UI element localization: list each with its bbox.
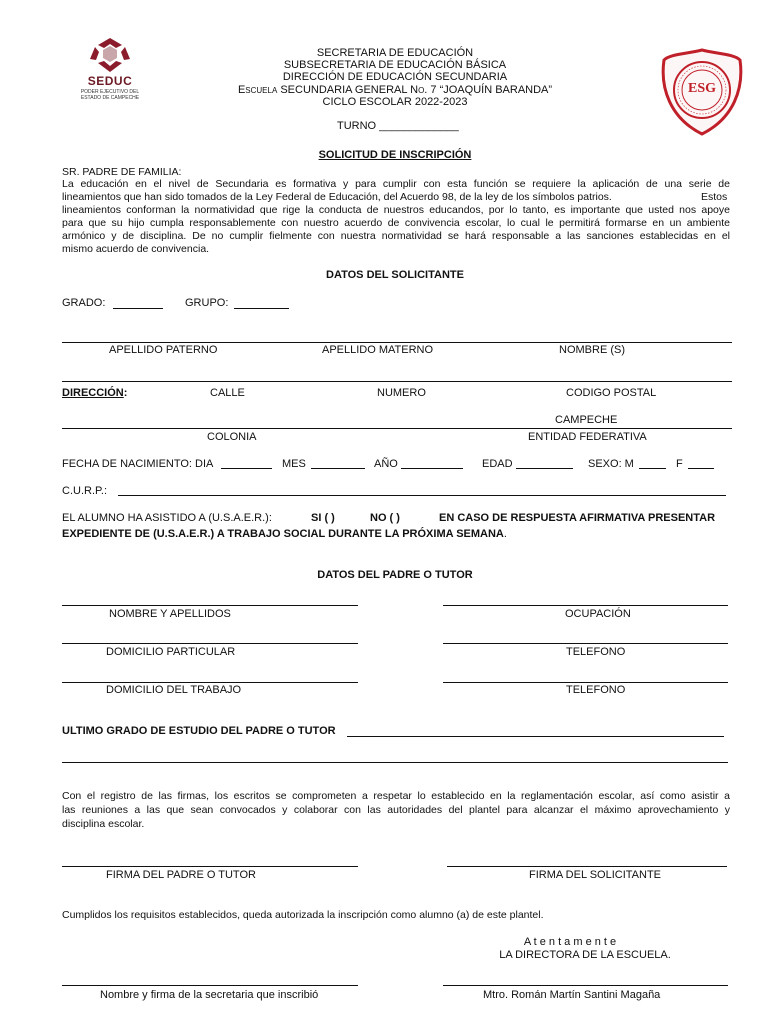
header-line-5: CICLO ESCOLAR 2022-2023 xyxy=(322,96,468,108)
intro-line-4: para que su hijo cumpla responsablemente con nuestro acuerdo de convivencia escolar, lo cual le permitirá formarse en un ambiente xyxy=(62,217,730,229)
apellido-materno-label: APELLIDO MATERNO xyxy=(322,344,434,356)
intro-line-6: mismo acuerdo de convivencia. xyxy=(62,243,210,255)
direccion-colon: : xyxy=(123,387,128,399)
direccion-word: DIRECCIÓN xyxy=(62,387,124,399)
dia-field[interactable] xyxy=(221,468,272,469)
grupo-field[interactable] xyxy=(234,308,289,309)
numero-label: NUMERO xyxy=(377,387,426,399)
firma-padre-label: FIRMA DEL PADRE O TUTOR xyxy=(106,869,256,881)
section-heading-solicitante: DATOS DEL SOLICITANTE xyxy=(326,269,464,281)
anio-label: AÑO xyxy=(374,458,398,470)
edad-label: EDAD xyxy=(482,458,513,470)
tutor-telefono1-label: TELEFONO xyxy=(566,646,626,658)
director-name: Mtro. Román Martín Santini Magaña xyxy=(483,989,661,1001)
colonia-line[interactable] xyxy=(62,428,732,429)
tutor-domicilio-label: DOMICILIO PARTICULAR xyxy=(106,646,236,658)
entidad-value: CAMPECHE xyxy=(555,414,618,426)
sexo-f-field[interactable] xyxy=(688,468,714,469)
header-line-2: SUBSECRETARIA DE EDUCACIÓN BÁSICA xyxy=(283,59,507,71)
grado-label: GRADO: xyxy=(62,297,106,309)
mes-label: MES xyxy=(282,458,306,470)
seduc-logo xyxy=(70,36,150,112)
seduc-subtitle-1: PODER EJECUTIVO DEL xyxy=(80,89,140,95)
tutor-ocupacion-line[interactable] xyxy=(443,605,728,606)
section-heading-tutor: DATOS DEL PADRE O TUTOR xyxy=(317,569,473,581)
page-title: SOLICITUD DE INSCRIPCIÓN xyxy=(318,149,472,161)
salutation: SR. PADRE DE FAMILIA: xyxy=(62,166,182,178)
header-line-1: SECRETARIA DE EDUCACIÓN xyxy=(316,47,474,59)
intro-line-1: La educación en el nivel de Secundaria es formativa y para cumplir con esta función se requiere la aplicación de una serie de xyxy=(62,178,730,190)
tutor-telefono2-label: TELEFONO xyxy=(566,684,626,696)
entidad-label: ENTIDAD FEDERATIVA xyxy=(528,431,647,443)
apellido-paterno-label: APELLIDO PATERNO xyxy=(109,344,218,356)
secretaria-sign-line[interactable] xyxy=(62,985,358,986)
grado-estudio-field[interactable] xyxy=(347,736,724,737)
sexo-m-label: SEXO: M xyxy=(588,458,634,470)
tutor-nombre-line[interactable] xyxy=(62,605,358,606)
codigo-postal-label: CODIGO POSTAL xyxy=(566,387,657,399)
directora-title: LA DIRECTORA DE LA ESCUELA. xyxy=(499,949,671,961)
usaer-note-2 xyxy=(62,528,507,540)
intro-line-2b: Estos xyxy=(701,191,728,203)
header-line-3: DIRECCIÓN DE EDUCACIÓN SECUNDARIA xyxy=(282,71,508,83)
secretaria-label: Nombre y firma de la secretaria que inscribió xyxy=(100,989,319,1001)
atentamente: A t e n t a m e n t e xyxy=(523,936,617,948)
fecha-nacimiento-label: FECHA DE NACIMIENTO: DIA xyxy=(62,458,214,470)
sexo-f-label: F xyxy=(676,458,683,470)
tutor-nombre-label: NOMBRE Y APELLIDOS xyxy=(109,608,231,620)
school-seal xyxy=(660,48,744,136)
grado-estudio-label: ULTIMO GRADO DE ESTUDIO DEL PADRE O TUTOR xyxy=(62,725,336,737)
nombres-label: NOMBRE (S) xyxy=(559,344,625,356)
nombre-line[interactable] xyxy=(62,342,732,343)
sexo-m-field[interactable] xyxy=(639,468,666,469)
usaer-si-option[interactable]: SI ( ) xyxy=(311,512,335,524)
director-sign-line[interactable] xyxy=(443,985,728,986)
firma-solicitante-line[interactable] xyxy=(447,866,727,867)
tutor-trabajo-line[interactable] xyxy=(62,682,358,683)
tutor-telefono2-line[interactable] xyxy=(443,682,728,683)
intro-line-2: lineamientos que han sido tomados de la Ley Federal de Educación, del Acuerdo 98, de la ley de los símbolos patrios. xyxy=(62,191,612,203)
compromiso-line-2: las reuniones a las que sean convocados y colaborar con las autoridades del plantel para alcanzar el máximo aprovechamiento y xyxy=(62,804,730,816)
direccion-top-line xyxy=(62,381,732,382)
seduc-subtitle-2: ESTADO DE CAMPECHE xyxy=(80,95,140,101)
mes-field[interactable] xyxy=(311,468,365,469)
usaer-note-1: EN CASO DE RESPUESTA AFIRMATIVA PRESENTAR xyxy=(439,512,716,524)
header-line-4: Escuela SECUNDARIA GENERAL No. 7 “JOAQUÍN BARANDA” xyxy=(237,84,553,96)
intro-line-5: armónico y de disciplina. De no cumplir fielmente con nuestra normatividad se hará responsable a las sanciones establecidas en el xyxy=(62,230,730,242)
edad-field[interactable] xyxy=(516,468,573,469)
cumplidos-text: Cumplidos los requisitos establecidos, queda autorizada la inscripción como alumno (a) de este plantel. xyxy=(62,909,544,921)
usaer-question: EL ALUMNO HA ASISTIDO A (U.S.A.E.R.): xyxy=(62,512,272,524)
tutor-trabajo-label: DOMICILIO DEL TRABAJO xyxy=(106,684,242,696)
turno-field[interactable]: TURNO _____________ xyxy=(337,120,459,132)
intro-line-3: lineamientos conforman la normatividad que rige la conducta de nuestros educandos, por lo tanto, es importante que usted nos apoye xyxy=(62,204,730,216)
usaer-no-option[interactable]: NO ( ) xyxy=(370,512,400,524)
compromiso-line-3: disciplina escolar. xyxy=(62,818,145,830)
curp-label: C.U.R.P.: xyxy=(62,485,108,497)
grado-estudio-extra-line[interactable] xyxy=(62,762,728,763)
seduc-brand: SEDUC xyxy=(87,74,133,88)
tutor-domicilio-line[interactable] xyxy=(62,643,358,644)
compromiso-line-1: Con el registro de las firmas, los escritos se comprometen a respetar lo establecido en la reglamentación escolar, así como asistir a xyxy=(62,790,730,802)
usaer-note-2-period: . xyxy=(503,528,507,540)
grupo-label: GRUPO: xyxy=(185,297,229,309)
usaer-note-2-text: EXPEDIENTE DE (U.S.A.E.R.) A TRABAJO SOCIAL DURANTE LA PRÓXIMA SEMANA xyxy=(62,528,504,540)
curp-field[interactable] xyxy=(118,495,726,496)
seduc-emblem-icon xyxy=(70,36,150,76)
colonia-label: COLONIA xyxy=(207,431,257,443)
seal-letters: ESG xyxy=(687,81,716,96)
tutor-ocupacion-label: OCUPACIÓN xyxy=(565,608,631,620)
firma-solicitante-label: FIRMA DEL SOLICITANTE xyxy=(529,869,662,881)
calle-label: CALLE xyxy=(210,387,245,399)
anio-field[interactable] xyxy=(401,468,463,469)
grado-field[interactable] xyxy=(113,308,163,309)
direccion-label xyxy=(62,387,127,399)
tutor-telefono1-line[interactable] xyxy=(443,643,728,644)
firma-padre-line[interactable] xyxy=(62,866,358,867)
